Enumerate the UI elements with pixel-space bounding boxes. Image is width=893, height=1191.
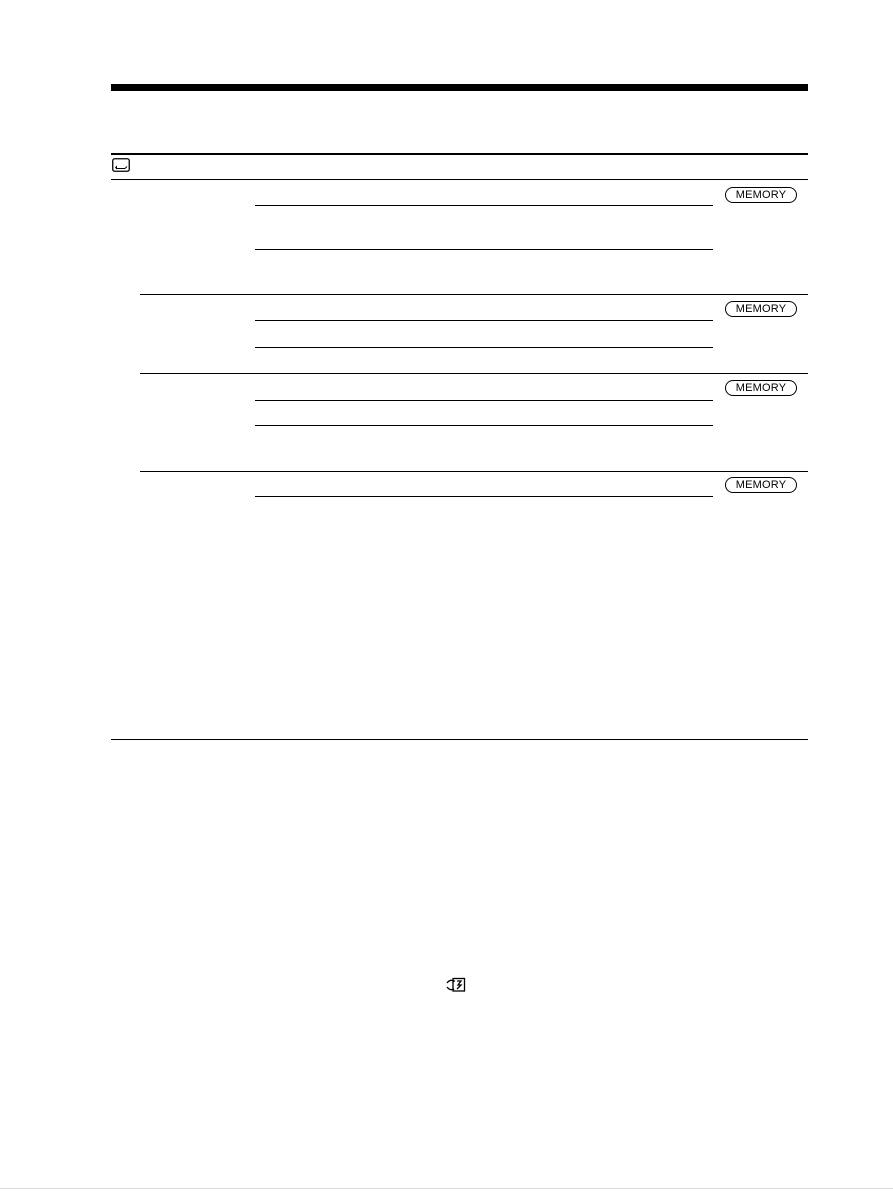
item-rule (255, 320, 713, 321)
page-footer-rule (0, 1188, 893, 1189)
memory-badge: MEMORY (725, 380, 797, 396)
item-rule (255, 400, 713, 401)
item-rule (255, 425, 713, 426)
memory-stick-cassette-icon (112, 158, 130, 172)
table-header-rule (111, 153, 808, 155)
table-row-rule (111, 179, 808, 180)
item-rule (255, 496, 713, 497)
memory-badge: MEMORY (725, 477, 797, 493)
item-rule (255, 249, 713, 250)
title-bar (111, 84, 808, 91)
section-rule (140, 294, 808, 295)
section-rule (140, 471, 808, 472)
memory-badge: MEMORY (725, 301, 797, 317)
item-rule (255, 205, 713, 206)
table-bottom-rule (111, 739, 808, 740)
item-rule (255, 347, 713, 348)
section-rule (140, 373, 808, 374)
stamp-convert-icon (446, 977, 466, 993)
memory-badge: MEMORY (725, 187, 797, 203)
